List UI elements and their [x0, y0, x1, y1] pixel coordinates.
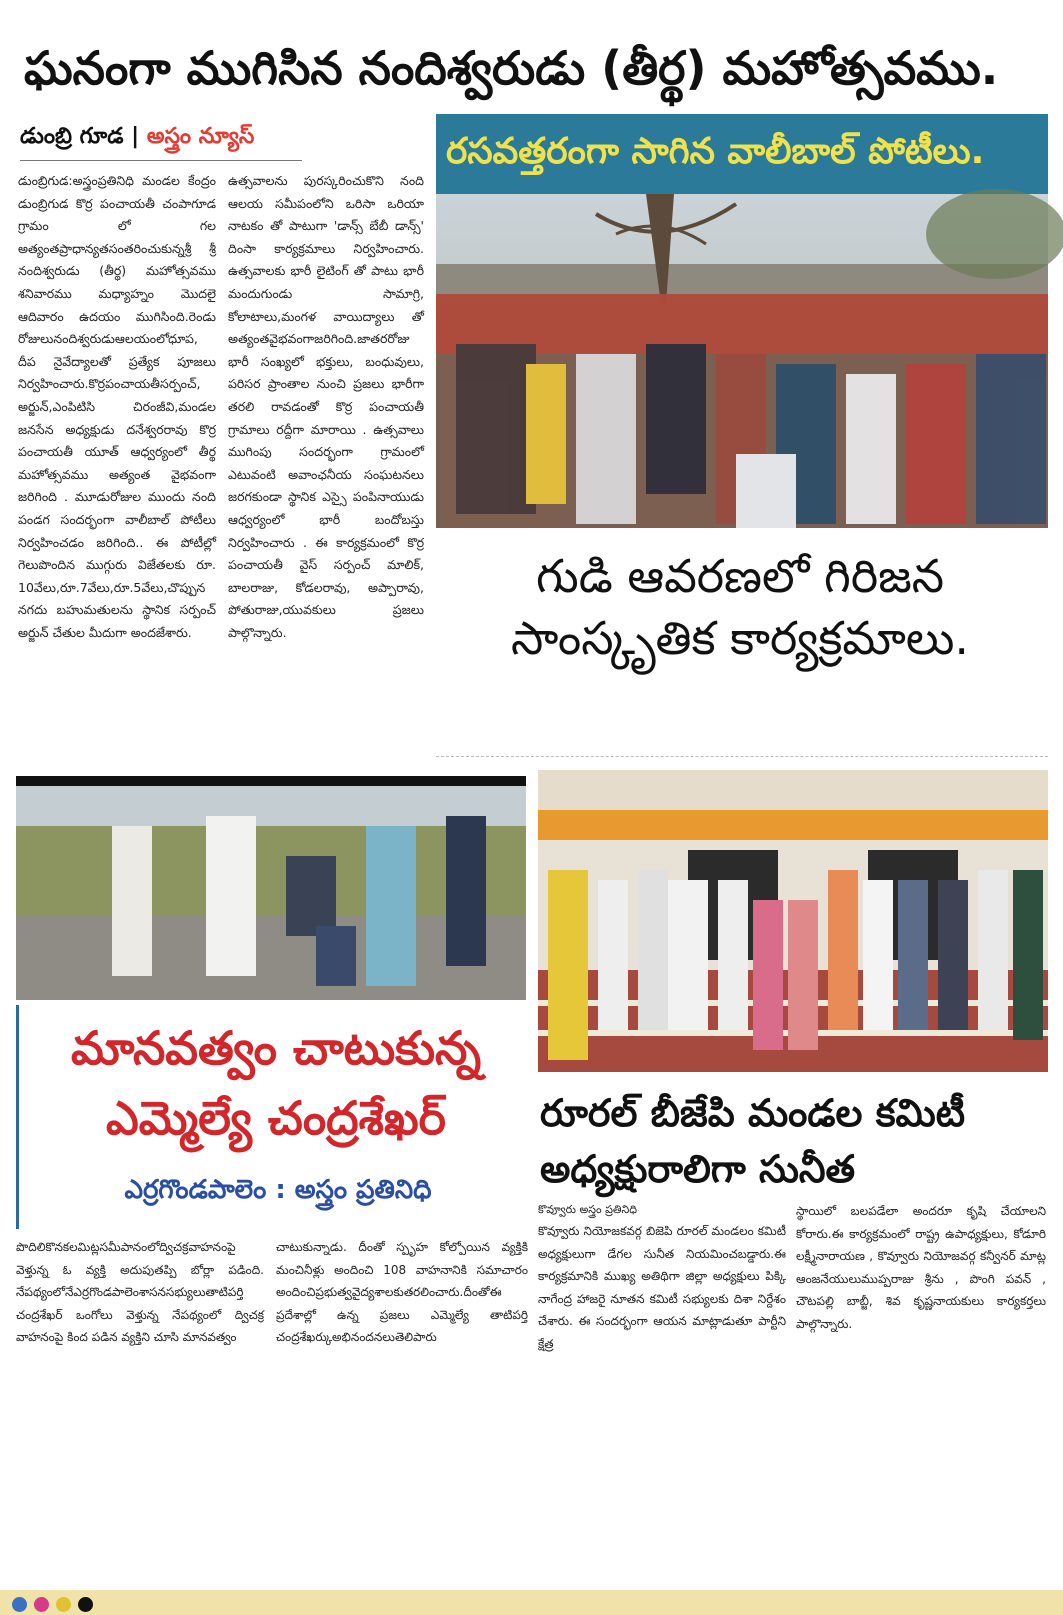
- rural-column-1: కొవ్వూరు నియోజకవర్గ బిజెపి రూరల్ మండలం కమిటీ అధ్యక్షులుగా డేగల సునీత నియమించబడ్డారు.ఈ కార్యక్రమానికి ముఖ్య అతిథిగా జిల్లా అధ్యక్షులు పిక్కి నాగేంద్ర హాజరై నూతన కమిటీ సభ్యులకు దిశా నిర్దేశం చేశారు. ఈ సందర్భంగా ఆయన మాట్లాడుతూ పార్టీని క్షేత్ర: [538, 1224, 786, 1351]
- byline-brand: అస్త్రం న్యూస్: [146, 124, 255, 149]
- article-column-1: డుంబ్రిగుడ:అస్త్రంప్రతినిధి మండల కేంద్రం డుంబ్రిగుడ కొర్ర పంచాయతీ చంపాగూడ గ్రామం లో గల అత్యంతప్రాధాన్యతసంతరించుకున్నశ్రీ శ్రీ నందిశ్వరుడు (తీర్థ) మహోత్సవము శనివారము మధ్యాహ్నం మొదలై ఆదివారం ఉదయం ముగిసింది.రెండు రోజులునందిశ్వరుడుఆలయంలోధూప, దీప నైవేద్యాలతో ప్రత్యేక పూజలు నిర్వహించారు.కొర్రపంచాయతీసర్పంచ్, అర్జున్,ఎంపిటిసి చిరంజీవి,మండల జనసేన అధ్యక్షుడు దనేశ్వరరావు కొర్ర పంచాయతీ యూత్ ఆధ్వర్యంలో తీర్థ మహోత్సవము అత్యంత వైభవంగా జరిగింది . మూడురోజుల ముందు నంది పండగ సందర్భంగా వాలీబాల్ పోటీలు నిర్వహించడం జరిగింది.. ఈ పోటీల్లో గెలుపొందిన ముగ్గురు విజేతలకు రూ. 10వేలు,రూ.7వేలు,రూ.5వేలు,చొప్పున నగదు బహుమతులను స్థానిక సర్పంచ్ అర్జున్ చేతుల మీదుగా అందజేశారు.: [18, 173, 216, 640]
- bjp-group-photo: [538, 770, 1048, 1072]
- main-headline: ఘనంగా ముగిసిన నందిశ్వరుడు (తీర్థ) మహోత్సవము.: [24, 41, 999, 95]
- byline-rule: [20, 160, 302, 161]
- section-divider: [436, 756, 1048, 757]
- article-column-2: ఉత్సవాలను పురస్కరించుకొని నంది ఆలయ సమీపంలోని ఒరిసా ఒరియా నాటకం తో పాటుగా 'డాన్స్ బేబీ డాన్స్' దింసా కార్యక్రమాలు నిర్వహించారు. ఉత్సవాలకు భారీ లైటింగ్ తో పాటు భారీ మందుగుండు సామాగ్రి, కోలాటాలు,మంగళ వాయిద్యాలు తో అత్యంతవైభవంగాజరిగింది.జాతరరోజు భారీ సంఖ్యలో భక్తులు, బంధువులు, పరిసర ప్రాంతాల నుంచి ప్రజలు భారీగా తరలి రావడంతో కొర్ర పంచాయతీ గ్రామాలు రద్దీగా మారాయి . ఉత్సవాలు ముగింపు సందర్భంగా గ్రామంలో ఎటువంటి అవాంఛనీయ సంఘటనలు జరగకుండా స్థానిక ఎస్సై పంపినాయుడు ఆధ్వర్యంలో భారీ బందోబస్తు నిర్వహించారు . ఈ కార్యక్రమంలో కొర్ర పంచాయతీ వైస్ సర్పంచ్ మాలిక్, బాలరాజు, కోడలరావు, అప్పారావు, పోతురాజు,యువకులు ప్రజలు పాల్గొన్నారు.: [228, 173, 424, 640]
- rural-byline: కొవ్వూరు అస్త్రం ప్రతినిధి: [538, 1203, 637, 1216]
- byline-place: డుంబ్రి గూడ: [20, 124, 124, 149]
- crowd-photo: [436, 194, 1048, 528]
- mla-column-1: పొదిలికొనకలమిట్లసమీపానంలోద్విచక్రవాహనంపై వెళ్తున్న ఓ వ్యక్తి అదుపుతప్పి బోర్లా పడింది. నేపథ్యంలోనేఎర్రగొండపాలెంశాసనసభ్యులుతాటిపర్తి చంద్రశేఖర్ ఒంగోలు వెళ్తున్న నేపథ్యంలో ద్విచక్ర వాహనంపై కింద పడిన వ్యక్తిని చూసి మానవత్వం: [16, 1240, 264, 1344]
- footer-dot-yellow: [56, 1597, 71, 1612]
- footer-dot-magenta: [34, 1597, 49, 1612]
- rural-column-2: స్థాయిలో బలపడేలా అందరూ కృషి చేయాలని కోరారు.ఈ కార్యక్రమంలో రాష్ట్ర ఉపాధ్యక్షులు, కోడూరి లక్ష్మీనారాయణ , కొవ్వూరు నియోజవర్గ కన్వీనర్ మాట్ల ఆంజనేయులుముప్పరాజు శ్రీను , పొంగి పవన్ , చౌటపల్లి బాబ్జీ, శివ కృష్ణనాయకులు కార్యకర్తలు పాల్గొన్నారు.: [796, 1204, 1046, 1331]
- mla-byline: ఎర్రగొండపాలెం : అస్త్రం ప్రతినిధి: [124, 1175, 432, 1205]
- footer-dot-blue: [12, 1597, 27, 1612]
- footer-bar: [0, 1590, 1063, 1615]
- mla-headline: మానవత్వం చాటుకున్న ఎమ్మెల్యే చంద్రశేఖర్: [70, 1021, 481, 1145]
- footer-dot-black: [78, 1597, 93, 1612]
- volleyball-banner-text: రసవత్తరంగా సాగిన వాలీబాల్ పోటీలు.: [446, 131, 985, 172]
- cultural-caption: గుడి ఆవరణలో గిరిజన సాంస్కృతిక కార్యక్రమాలు.: [511, 549, 969, 665]
- byline-separator: |: [123, 124, 147, 149]
- mla-column-2: చాటుకున్నాడు. దీంతో స్పృహ కోల్పోయిన వ్యక్తికి మంచినీళ్లు అందించి 108 వాహనానికి సమాచారం అందించిప్రభుత్వవైద్యశాలకుతరలించారు.దీంతోఈ ప్రదేశాల్లో ఉన్న ప్రజలు ఎమ్మెల్యే తాటిపర్తి చంద్రశేఖర్కుఅభినందనలుతెలిపారు: [276, 1240, 528, 1344]
- mla-photo: [16, 776, 526, 1000]
- rural-headline: రూరల్ బీజేపి మండల కమిటీ అధ్యక్షురాలిగా సునీత: [540, 1091, 966, 1191]
- article-byline: [20, 124, 254, 154]
